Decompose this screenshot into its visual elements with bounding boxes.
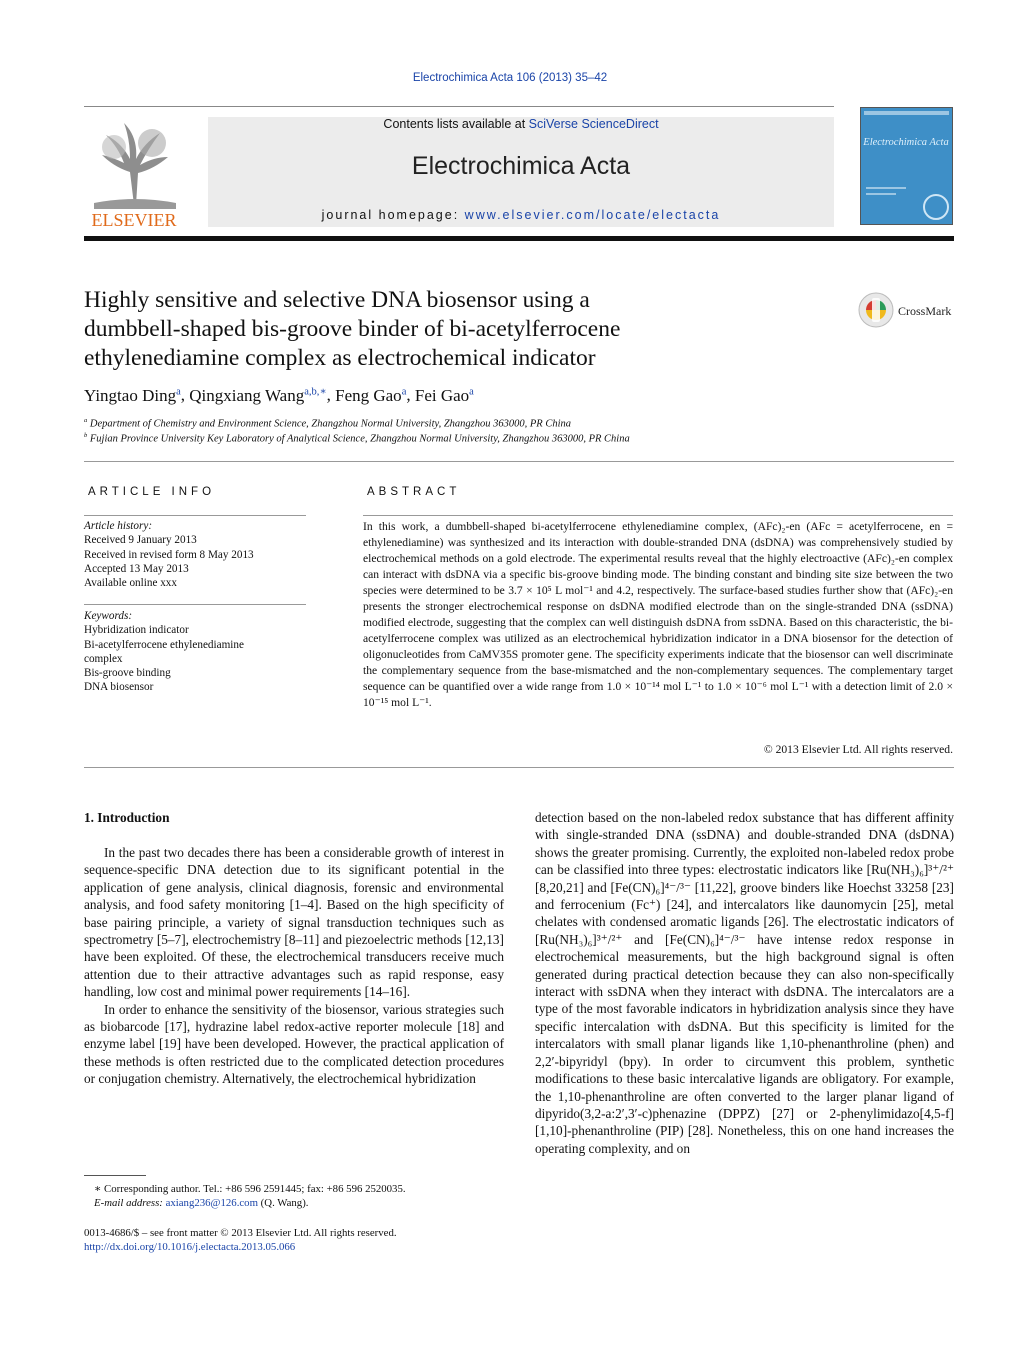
- keyword: Hybridization indicator: [84, 624, 189, 637]
- keyword: Bi-acetylferrocene ethylenediamine: [84, 638, 244, 651]
- elsevier-logo: [84, 117, 184, 229]
- doi-link[interactable]: http://dx.doi.org/10.1016/j.electacta.2013.05.066: [84, 1241, 296, 1253]
- section-heading: 1. Introduction: [84, 810, 170, 825]
- history-item: Received 9 January 2013: [84, 534, 197, 547]
- email-link[interactable]: axiang236@126.com: [165, 1197, 258, 1209]
- author[interactable]: Qingxiang Wang$^{a,b,∗}$: [189, 385, 327, 405]
- footnotes: [94, 1182, 514, 1210]
- left-column: [84, 844, 504, 1088]
- journal-homepage: [208, 208, 834, 222]
- email-suffix: (Q. Wang).: [257, 1197, 309, 1209]
- paragraph: In the past two decades there has been a considerable growth of interest in sequence-specific DNA detection due to its significant potential in the application of gene analysis, clinical diagnosis, forensic and environmental analysis, and food safety monitoring [1–4]. Based on the high specificity of base pairing principle, a variety of signal transduction techniques such as spectrometry [5–7], electrochemistry [8–11] and piezoelectric methods [12,13] have been exploited. Of these, the electrochemical transducers receive much attention due to their attractive advantages such as rapid response, easy handling, low cost and minimal power requirements [14–16].: [84, 845, 504, 1000]
- corresponding-author: ∗ Corresponding author. Tel.: +86 596 2591445; fax: +86 596 2520035.: [94, 1183, 406, 1195]
- keywords: [84, 609, 306, 695]
- author[interactable]: Yingtao Ding$^a$: [84, 385, 181, 405]
- article-history: [84, 519, 306, 590]
- crossmark-label: CrossMark: [898, 304, 952, 318]
- history-item: Received in revised form 8 May 2013: [84, 548, 254, 561]
- header-thick-rule: [84, 236, 954, 241]
- divider: [363, 515, 953, 516]
- paragraph: In order to enhance the sensitivity of the biosensor, various strategies such as biobarcode [17], hydrazine label redox-active reporter molecule [18] and enzyme label [19] have been developed. However, the practical application of these methods is often restricted due to the complicated detection procedures or conjugation chemistry. Alternatively, the electrochemical hybridization: [84, 1001, 504, 1087]
- journal-cover-thumbnail[interactable]: [860, 107, 953, 225]
- journal-title: Electrochimica Acta: [411, 152, 631, 180]
- history-item: Available online xxx: [84, 577, 177, 590]
- keywords-label: Keywords:: [84, 610, 133, 622]
- crossmark-badge[interactable]: [858, 290, 958, 330]
- title-line: ethylenediamine complex as electrochemical indicator: [84, 345, 596, 371]
- abstract-copyright: © 2013 Elsevier Ltd. All rights reserved.: [763, 743, 953, 756]
- homepage-link[interactable]: www.elsevier.com/locate/electacta: [464, 208, 721, 222]
- history-label: Article history:: [84, 520, 153, 532]
- abstract-heading: ABSTRACT: [367, 486, 461, 498]
- abstract-text: In this work, a dumbbell-shaped bi-acetylferrocene ethylenediamine complex, (AFc)₂-en (AFc = acetylferrocene, en = ethylenediamine) was synthesized and its interaction with double-stranded DNA (dsDNA) was comprehensively studied by electrochemical methods on a gold electrode. The experimental results reveal that the highly electroactive (AFc)₂-en complex can interact with dsDNA via a specific bis-groove binding mode. The binding constant and binding site size between the two species were determined to be 3.7 × 10⁵ L mol⁻¹ and 4.2, respectively. The surface-based studies further show that (AFc)₂-en presents the stronger electrochemical response on dsDNA modified electrode than on the single-stranded DNA (ssDNA) modified electrode, suggesting that the complex can well distinguish dsDNA from ssDNA. Based on this characteristic, the bi-acetylferrocene complex was utilized as an electrochemical hybridization indicator in a DNA biosensor for the detection of oligonucleotides from CaMV35S promoter gene. The specificity experiments indicate that the biosensor can well discriminate the complementary sequence from the base-mismatched and the non-complementary sequences. The complementary target sequence can be quantified over a wide range from 1.0 × 10⁻¹⁴ mol L⁻¹ to 1.0 × 10⁻⁶ mol L⁻¹ with a detection limit of 2.0 × 10⁻¹⁵ mol L⁻¹.: [363, 520, 953, 709]
- header-rule: [84, 106, 834, 107]
- article-info-heading: ARTICLE INFO: [88, 486, 216, 498]
- publication-info: [84, 1226, 514, 1254]
- contents-prefix: Contents lists available at: [383, 117, 529, 131]
- footnote-rule: [84, 1175, 146, 1176]
- journal-reference[interactable]: Electrochimica Acta 106 (2013) 35–42: [412, 72, 608, 84]
- issn-line: 0013-4686/$ – see front matter © 2013 Elsevier Ltd. All rights reserved.: [84, 1227, 397, 1239]
- sciencedirect-link[interactable]: SciVerse ScienceDirect: [528, 117, 659, 131]
- divider: [84, 515, 306, 516]
- title-line: Highly sensitive and selective DNA biosensor using a: [84, 287, 590, 313]
- keyword: DNA biosensor: [84, 681, 154, 694]
- author[interactable]: Feng Gao$^a$: [335, 385, 407, 405]
- keyword: Bis-groove binding: [84, 667, 171, 680]
- paragraph: detection based on the non-labeled redox substance that has different affinity with single-stranded DNA (ssDNA) and double-stranded DNA (dsDNA) shows the greater promising. Currently, the exploited non-labeled redox probe can be classified into three types: electrostatic indicators like [Ru(NH₃)₆]³⁺/²⁺ [8,20,21] and [Fe(CN)₆]⁴⁻/³⁻ [11,22], groove binders like Hoechst 33258 [23] and ferrocenium (Fc⁺) [24], and intercalators like daunomycin [25], metal chelates with condensed aromatic ligands [26]. The electrostatic indicators of [Ru(NH₃)₆]³⁺/²⁺ and [Fe(CN)₆]⁴⁻/³⁻ have intense redox response in electrochemical measurements, but the high background signal is often generated during practical detection because they can also non-specifically interact with ssDNA when they interact with dsDNA. The intercalators are a type of the most favorable indicators in hybridization analysis since they have specific intercalation with dsDNA. But this specificity is limited for the intercalators with small planar ligands like 1,10-phenanthroline (phen) and 2,2′-bipyridyl (bpy). In order to circumvent this problem, synthetic modifications to these basic intercalative ligands are obligatory. For example, the 1,10-phenanthroline are often converted to the larger planar ligand of dipyrido(3,2-a:2′,3′-c)phenazine (DPPZ) [27] or 2-phenylimidazo[4,5-f][1,10]-phenanthroline (PIP) [28]. Nonetheless, this on one hand increases the operating complexity, and on: [535, 810, 954, 1156]
- title-line: dumbbell-shaped bis-groove binder of bi-acetylferrocene: [84, 316, 621, 342]
- history-item: Accepted 13 May 2013: [84, 562, 189, 575]
- homepage-prefix: journal homepage:: [321, 208, 465, 222]
- article-title: [84, 286, 804, 373]
- right-column: [535, 809, 954, 1157]
- affiliation: $^a$ Department of Chemistry and Environment Science, Zhangzhou Normal University, Zhangzhou 363000, PR China: [84, 417, 571, 430]
- affiliation: $^b$ Fujian Province University Key Laboratory of Analytical Science, Zhangzhou Normal University, Zhangzhou 363000, PR China: [84, 432, 630, 445]
- author-list: Yingtao Ding$^a$, Qingxiang Wang$^{a,b,∗}$, Feng Gao$^a$, Fei Gao$^a$: [84, 385, 474, 405]
- email-label: E-mail address:: [94, 1197, 166, 1209]
- cover-title: Electrochimica Acta: [863, 137, 949, 148]
- contents-line: [208, 117, 834, 131]
- author[interactable]: Fei Gao$^a$: [414, 385, 474, 405]
- publisher-wordmark: ELSEVIER: [91, 210, 177, 229]
- divider: [84, 461, 954, 462]
- divider: [84, 767, 954, 768]
- keyword: complex: [84, 652, 123, 665]
- divider: [84, 604, 306, 605]
